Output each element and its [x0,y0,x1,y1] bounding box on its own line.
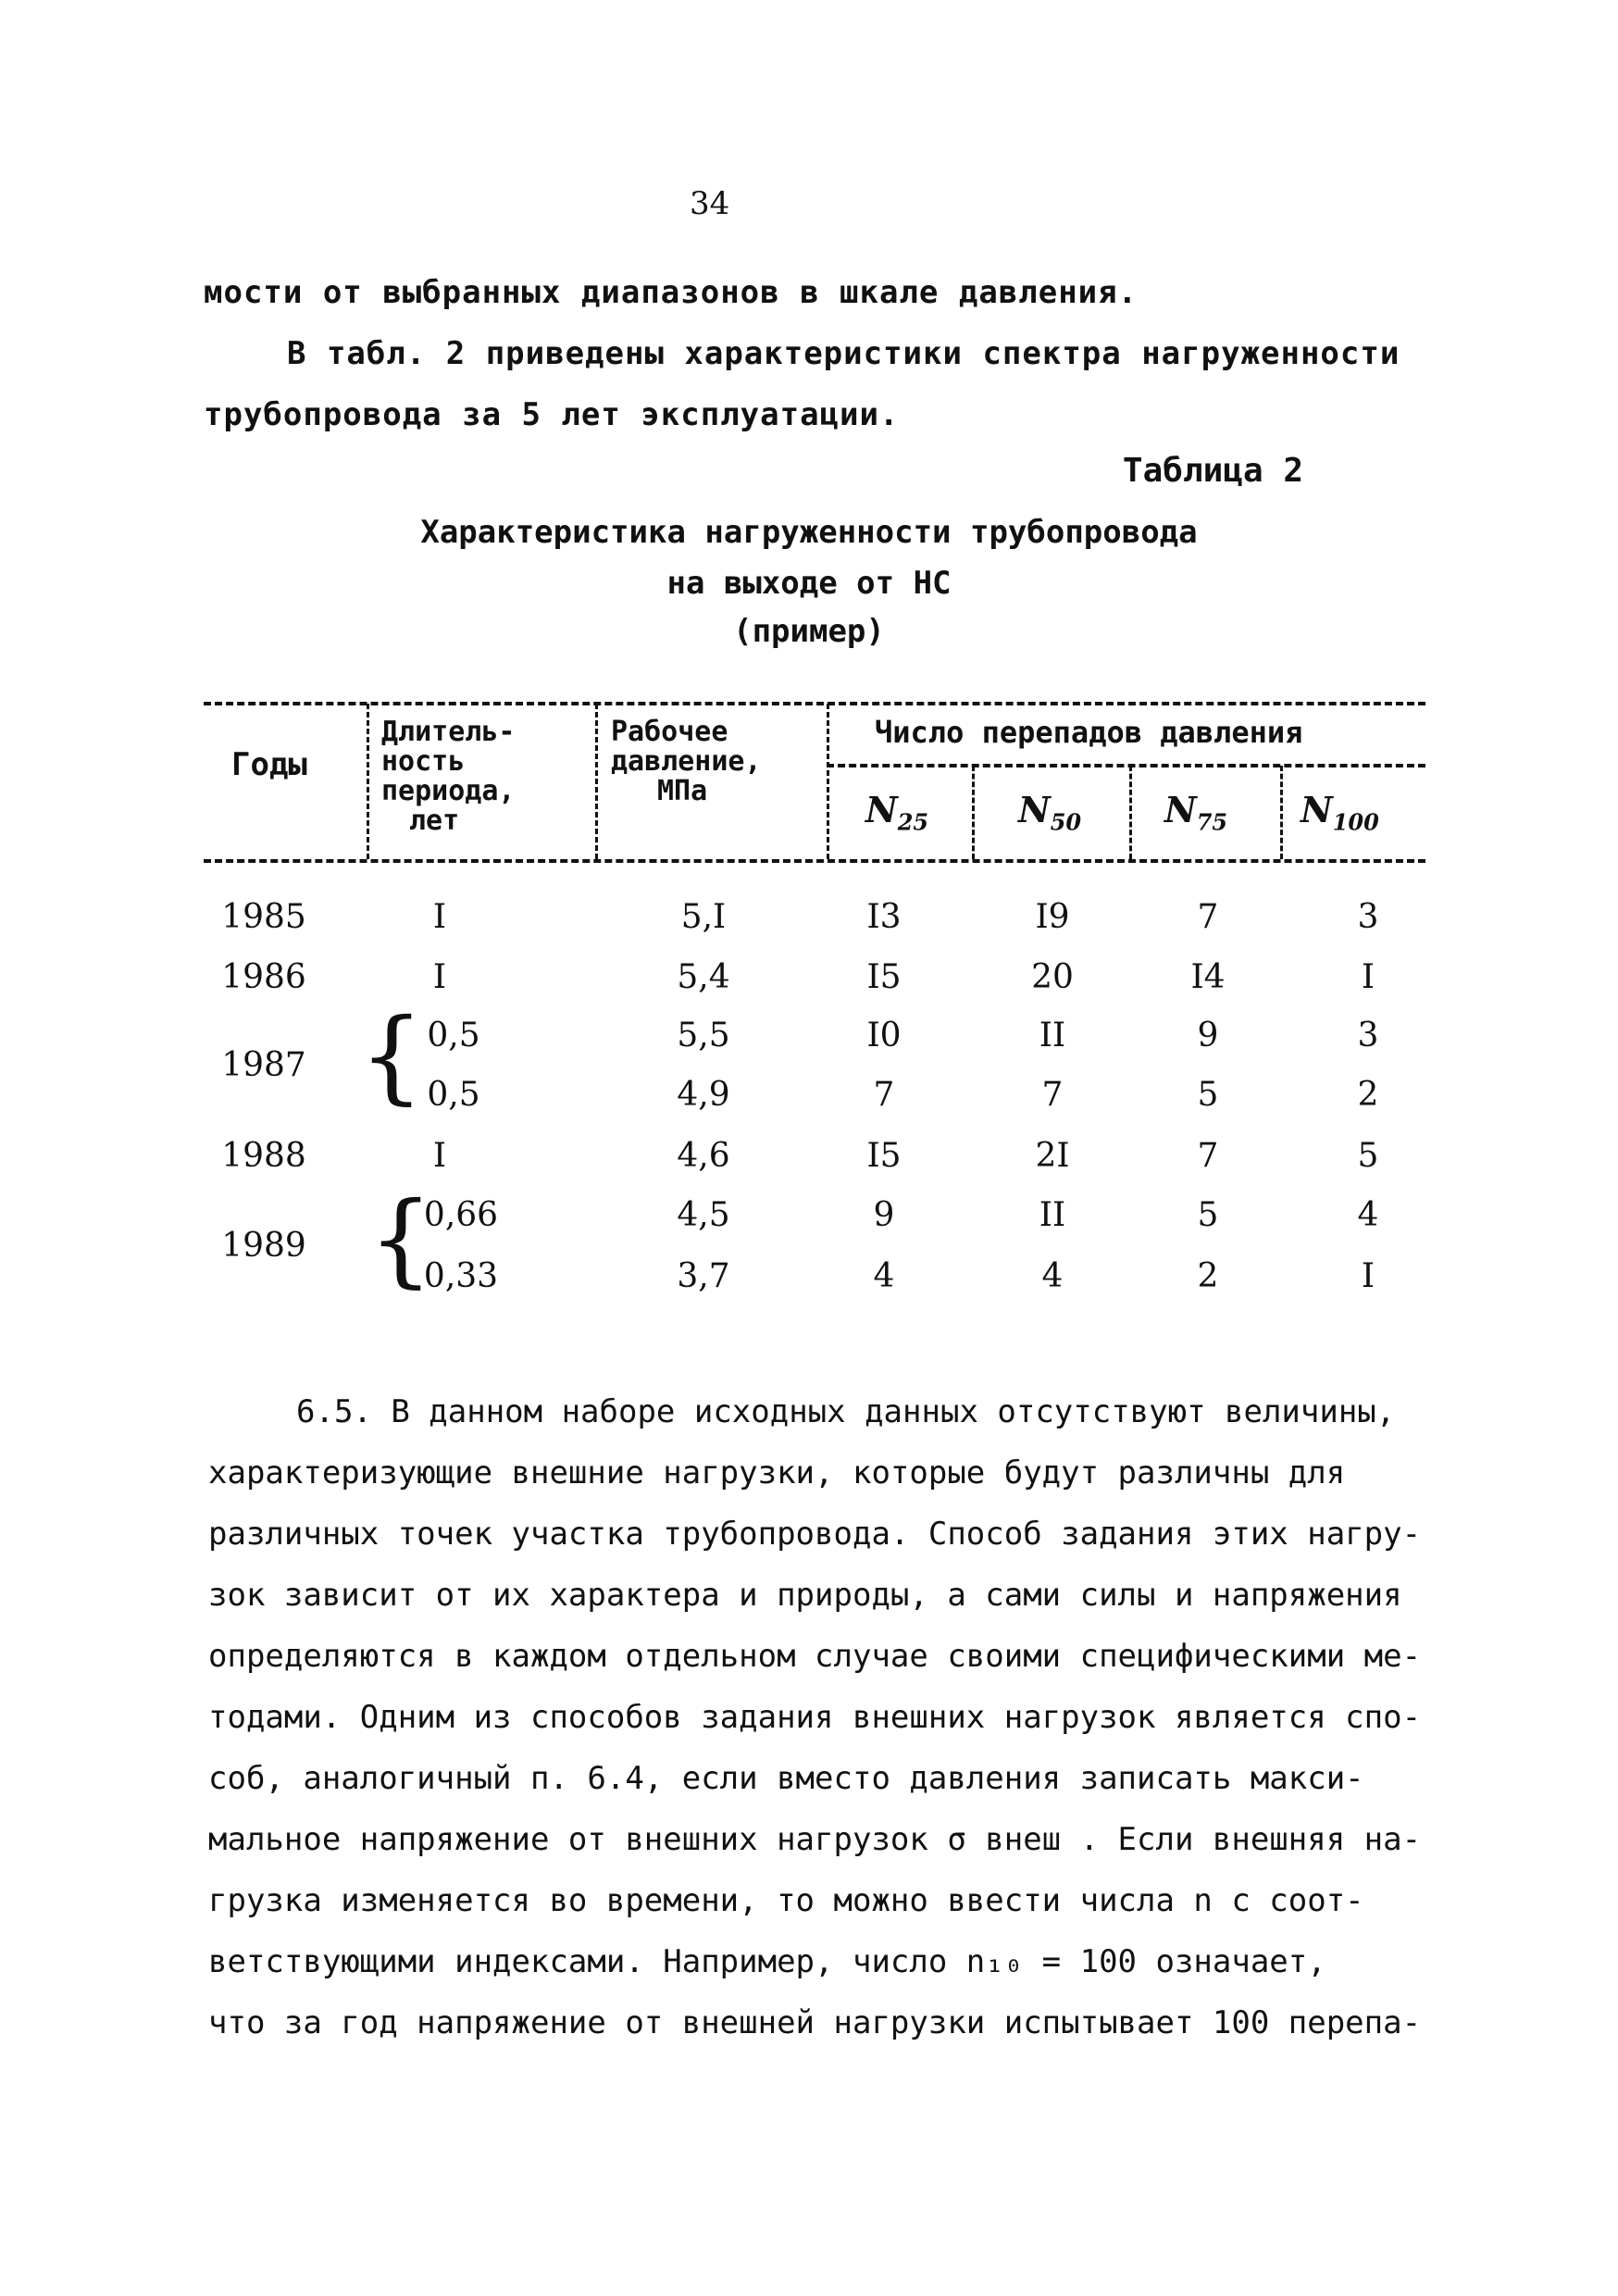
n-subscript: 50 [1050,808,1082,836]
page-number: 34 [690,185,730,222]
cell-n50: II [1039,1196,1066,1234]
cell-year: 1986 [221,958,306,996]
header-pressure-line: Рабочее [611,716,728,748]
table-top-rule [204,702,1425,705]
cell-year: 1988 [221,1137,306,1175]
table-header-rule [204,859,1425,863]
header-pressure-drops: Число перепадов давления [875,715,1303,750]
cell-n50: 4 [1041,1257,1064,1295]
header-pressure-line: давление, [611,745,762,778]
cell-n50: 7 [1041,1076,1064,1114]
cell-n75: I4 [1190,958,1226,996]
header-duration-line: Длитель- [381,716,516,748]
cell-n75: 9 [1197,1017,1219,1054]
cell-year: 1985 [221,898,306,936]
table-caption-line-1: Характеристика нагруженности трубопровода [420,514,1198,551]
cell-n25: 4 [873,1257,895,1295]
paragraph-line: зок зависит от их характера и природы, а сами силы и напряжения [208,1577,1402,1614]
cell-n50: I9 [1035,898,1070,936]
n-letter: N [1018,789,1051,830]
table-caption-line-3: (пример) [733,613,885,650]
cell-pressure: 5,5 [677,1017,730,1054]
col-divider-1 [367,704,369,859]
cell-year: 1989 [221,1227,306,1265]
cell-n50: II [1039,1017,1066,1054]
cell-n75: 7 [1197,1137,1219,1175]
n-letter: N [1301,789,1333,830]
col-divider-6 [1280,766,1283,859]
cell-n75: 5 [1197,1196,1219,1234]
paragraph-line: определяются в каждом отдельном случае своими специфическими ме- [208,1638,1422,1675]
cell-n25: I5 [866,1137,902,1175]
col-divider-3 [827,704,829,859]
table-label: Таблица 2 [1122,452,1303,490]
intro-line-1: мости от выбранных диапазонов в шкале давления. [204,274,1139,311]
intro-line-2: В табл. 2 приведены характеристики спектра нагруженности [287,335,1400,372]
cell-n100: 4 [1357,1196,1379,1234]
n-letter: N [1164,789,1197,830]
cell-n25: I3 [866,898,902,936]
header-duration-line: лет [409,805,460,837]
cell-n100: 3 [1357,1017,1379,1054]
cell-n100: 2 [1357,1076,1379,1114]
paragraph-line: ветствующими индексами. Например, число n₁₀ = 100 означает, [208,1943,1326,1980]
cell-n100: 5 [1357,1137,1379,1175]
header-n100 [1301,789,1379,836]
header-duration-line: ность [381,745,466,778]
header-pressure [611,718,762,806]
header-years: Годы [231,746,307,783]
paragraph-line: 6.5. В данном наборе исходных данных отсутствуют величины, [296,1393,1396,1430]
cell-n50: 2I [1035,1137,1070,1175]
header-duration-line: периода, [381,775,516,807]
cell-duration: 0,33 [423,1257,499,1295]
cell-n25: 9 [873,1196,895,1234]
header-duration [381,718,516,836]
paragraph-line: тодами. Одним из способов задания внешних нагрузок является спо- [208,1699,1422,1736]
cell-year: 1987 [221,1046,306,1084]
paragraph-line: различных точек участка трубопровода. Способ задания этих нагру- [208,1516,1422,1553]
cell-duration: I [432,958,447,996]
cell-pressure: 4,9 [677,1076,730,1114]
paragraph-line: что за год напряжение от внешней нагрузки испытывает 100 перепа- [208,2004,1422,2041]
col-divider-4 [972,766,975,859]
cell-n25: I5 [866,958,902,996]
n-subscript: 75 [1196,808,1228,836]
paragraph-line: соб, аналогичный п. 6.4, если вместо давления записать макси- [208,1760,1364,1797]
n-subscript: 25 [897,808,929,836]
cell-pressure: 3,7 [677,1257,730,1295]
cell-n100: I [1361,958,1375,996]
cell-n75: 7 [1197,898,1219,936]
col-divider-2 [595,704,598,859]
cell-pressure: 5,I [680,898,727,936]
paragraph-line: характеризующие внешние нагрузки, которые будут различны для [208,1454,1346,1491]
header-n75 [1164,789,1227,836]
header-n50 [1018,789,1081,836]
cell-duration: I [432,898,447,936]
cell-n100: 3 [1357,898,1379,936]
brace-1989: { [368,1179,433,1298]
header-n25 [865,789,928,836]
drops-subheader-rule [827,764,1425,767]
cell-n50: 20 [1031,958,1074,996]
cell-n75: 2 [1197,1257,1219,1295]
cell-n100: I [1361,1257,1375,1295]
header-pressure-line: МПа [657,775,708,807]
cell-n75: 5 [1197,1076,1219,1114]
paragraph-line: грузка изменяется во времени, то можно ввести числа n с соот- [208,1882,1364,1919]
n-letter: N [865,789,898,830]
cell-duration: I [432,1137,447,1175]
cell-pressure: 4,5 [677,1196,730,1234]
paragraph-line: мальное напряжение от внешних нагрузок σ внеш . Если внешняя на- [208,1821,1422,1858]
cell-pressure: 4,6 [677,1137,730,1175]
cell-pressure: 5,4 [677,958,730,996]
table-caption-line-2: на выходе от НС [666,565,952,602]
intro-line-3: трубопровода за 5 лет эксплуатации. [204,396,900,433]
n-subscript: 100 [1332,808,1379,836]
cell-duration: 0,66 [423,1196,499,1234]
brace-1987: { [359,996,424,1115]
col-divider-5 [1129,766,1132,859]
cell-duration: 0,5 [427,1017,480,1054]
cell-duration: 0,5 [427,1076,480,1114]
cell-n25: I0 [866,1017,902,1054]
cell-n25: 7 [873,1076,895,1114]
